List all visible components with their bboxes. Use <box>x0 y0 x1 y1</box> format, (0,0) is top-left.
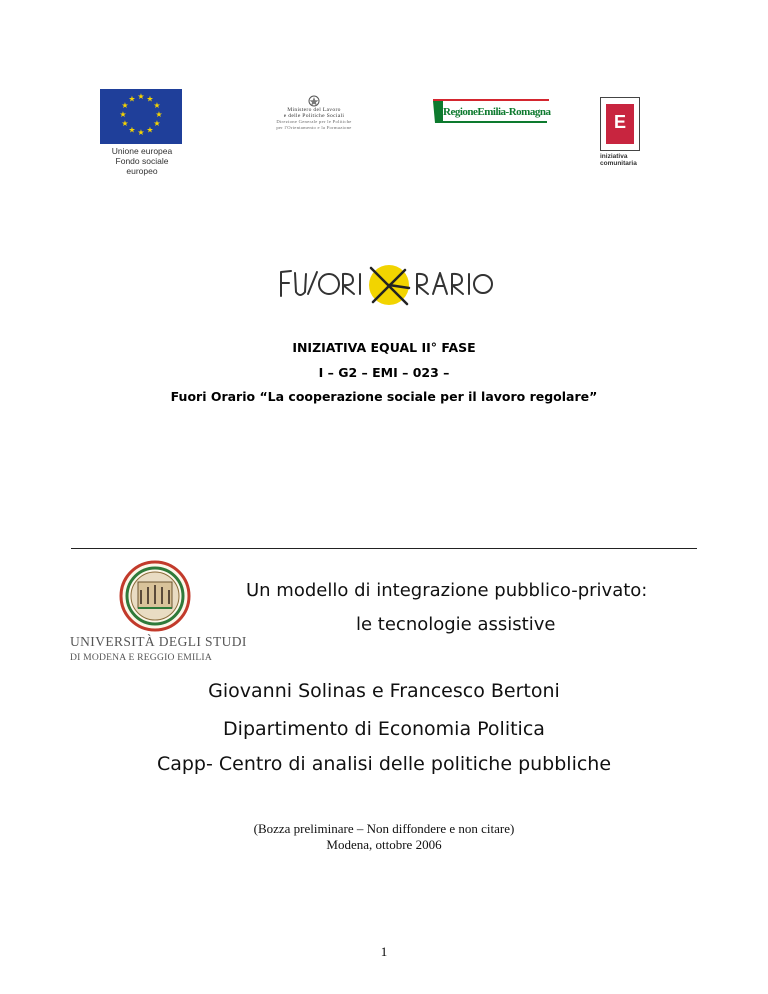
draft-notice: (Bozza preliminare – Non diffondere e non citare) <box>253 821 515 836</box>
university-seal-icon <box>70 560 240 632</box>
ministero-line3: Direzione Generale per le Politiche <box>276 119 352 124</box>
place-date: Modena, ottobre 2006 <box>326 837 442 852</box>
svg-text:★: ★ <box>153 119 161 128</box>
regione-logo <box>431 97 551 127</box>
eu-caption-line2: Fondo sociale europeo <box>115 156 169 176</box>
ministero-logo <box>271 93 357 131</box>
horizontal-divider <box>71 548 697 549</box>
iniziativa-emblem-icon <box>600 97 640 151</box>
project-title: Fuori Orario “La cooperazione sociale per il lavoro regolare” <box>170 389 598 404</box>
iniziativa-comunitaria-logo <box>600 97 642 169</box>
iniziativa-caption <box>600 153 642 167</box>
document-title: Un modello di integrazione pubblico-privato: <box>246 580 648 601</box>
eu-logo <box>100 89 184 176</box>
author-names: Giovanni Solinas e Francesco Bertoni <box>208 680 560 702</box>
university-name-line2: DI MODENA E REGGIO EMILIA <box>70 652 212 663</box>
eu-caption <box>100 146 184 176</box>
iniziativa-caption-line1: iniziativa <box>600 153 628 160</box>
eu-flag-icon <box>100 89 182 144</box>
svg-text:★: ★ <box>121 119 129 128</box>
republic-emblem-icon <box>306 93 322 107</box>
centre-name: Capp- Centro di analisi delle politiche pubbliche <box>156 753 612 775</box>
ministero-line2: e delle Politiche Sociali <box>283 113 345 119</box>
svg-text:★: ★ <box>137 92 145 101</box>
svg-text:★: ★ <box>128 125 136 135</box>
svg-text:★: ★ <box>155 110 163 119</box>
document-subtitle: le tecnologie assistive <box>356 614 556 635</box>
svg-text:★: ★ <box>119 110 127 119</box>
university-logo <box>70 560 247 666</box>
eu-caption-line1: Unione europea <box>111 146 173 156</box>
initiative-heading: INIZIATIVA EQUAL II° FASE <box>292 340 476 355</box>
department-name: Dipartimento di Economia Politica <box>223 718 545 740</box>
svg-text:★: ★ <box>146 125 154 135</box>
project-code: I – G2 – EMI – 023 – <box>318 365 450 380</box>
svg-text:★: ★ <box>146 94 154 104</box>
page-number: 1 <box>380 944 388 959</box>
svg-text:★: ★ <box>153 101 161 110</box>
svg-text:★: ★ <box>137 128 145 137</box>
regione-name: RegioneEmilia-Romagna <box>443 106 551 118</box>
iniziativa-letter: E <box>613 112 626 132</box>
svg-text:★: ★ <box>128 94 136 104</box>
fuori-orario-logo <box>275 260 495 308</box>
ministero-line1: Ministero del Lavoro <box>287 107 341 113</box>
university-name-line1: UNIVERSITÀ DEGLI STUDI <box>70 634 247 649</box>
svg-text:★: ★ <box>121 101 129 110</box>
ministero-line4: per l'Orientamento e la Formazione <box>276 125 352 130</box>
iniziativa-caption-line2: comunitaria <box>600 160 637 167</box>
